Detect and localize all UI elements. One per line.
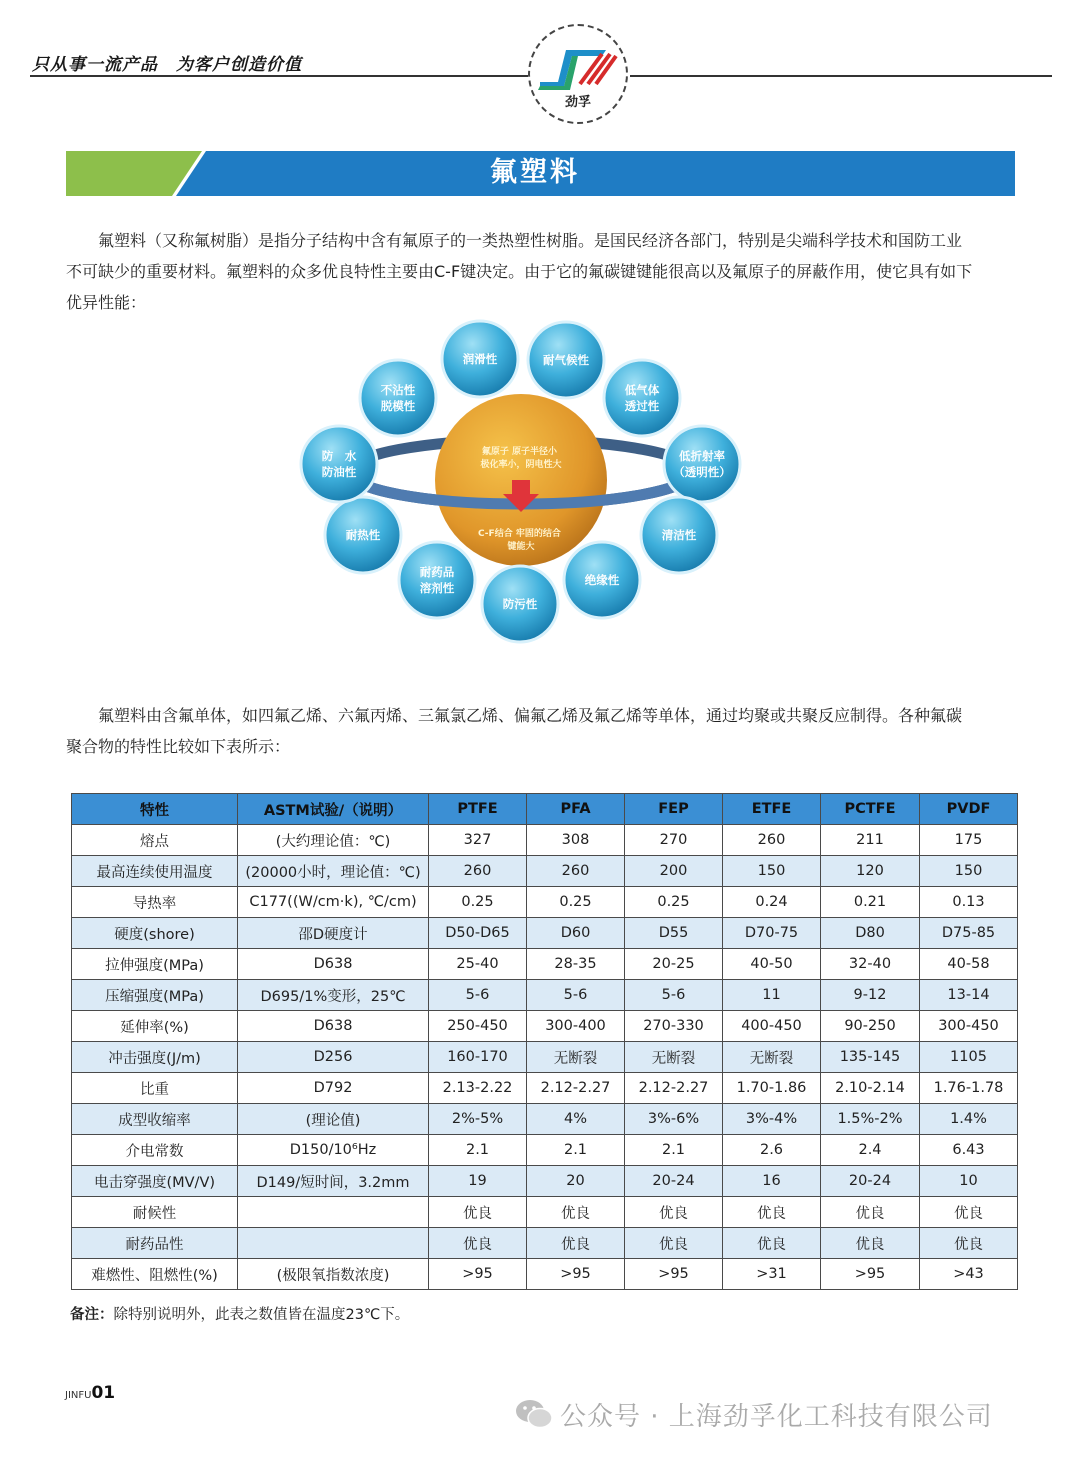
astm-test-cell: D638 [238,1011,429,1042]
composition-line: 聚合物的特性比较如下表所示： [66,737,291,756]
bubble-label: 耐热性 [345,528,381,542]
table-header-cell: PFA [527,794,625,825]
slogan: 只从事一流产品 为客户创造价值 [32,55,302,75]
value-cell: 2.13-2.22 [429,1073,527,1104]
bubble-circle [604,360,680,436]
table-row [72,1259,1018,1290]
value-cell: 2.12-2.27 [625,1073,723,1104]
footer-brand: JINFU [65,1390,92,1401]
astm-test-cell: (理论值) [238,1104,429,1135]
value-cell: 5-6 [527,980,625,1011]
table-row [72,887,1018,918]
value-cell: 28-35 [527,949,625,980]
table-header-cell: ASTM试验/（说明） [238,794,429,825]
astm-test-cell: (大约理论值：℃) [238,825,429,856]
value-cell: 2.4 [821,1135,920,1166]
value-cell: D50-D65 [429,918,527,949]
table-row [72,1011,1018,1042]
table-row [72,825,1018,856]
intro-line: 优异性能： [66,293,147,312]
value-cell: 175 [920,825,1018,856]
property-cell: 硬度(shore) [72,918,238,949]
value-cell: 1105 [920,1042,1018,1073]
value-cell: 优良 [527,1228,625,1259]
value-cell: 无断裂 [723,1042,821,1073]
value-cell: >31 [723,1259,821,1290]
value-cell: 4% [527,1104,625,1135]
value-cell: 40-50 [723,949,821,980]
property-cell: 冲击强度(J/m) [72,1042,238,1073]
value-cell: 优良 [723,1228,821,1259]
property-bubble-antifouling [482,566,558,642]
bubble-label: 防污性 [502,597,538,611]
table-header-row [72,794,1018,825]
value-cell: 20-24 [821,1166,920,1197]
value-cell: >95 [625,1259,723,1290]
value-cell: 2.10-2.14 [821,1073,920,1104]
table-header-cell: PCTFE [821,794,920,825]
value-cell: 135-145 [821,1042,920,1073]
property-bubble-weather [528,322,604,398]
header-rule-right [630,75,1052,77]
value-cell: 优良 [527,1197,625,1228]
bubble-label: 耐药品溶剂性 [419,565,455,595]
bubble-circle [664,426,740,502]
intro-line: 氟塑料（又称氟树脂）是指分子结构中含有氟原子的一类热塑性树脂。是国民经济各部门，特别是尖端科学技术和国防工业 [66,231,963,250]
property-bubble-lubricity [442,321,518,397]
astm-test-cell: (20000小时，理论值：℃) [238,856,429,887]
value-cell: 270-330 [625,1011,723,1042]
value-cell: 120 [821,856,920,887]
value-cell: >95 [429,1259,527,1290]
property-cell: 拉伸强度(MPa) [72,949,238,980]
bubble-circle [399,542,475,618]
value-cell: 20-24 [625,1166,723,1197]
value-cell: 260 [723,825,821,856]
astm-test-cell: D256 [238,1042,429,1073]
bubble-circle [360,360,436,436]
composition-line: 氟塑料由含氟单体，如四氟乙烯、六氟丙烯、三氟氯乙烯、偏氟乙烯及氟乙烯等单体，通过均聚或共聚反应制得。各种氟碳 [66,706,963,725]
value-cell: 2.12-2.27 [527,1073,625,1104]
property-cell: 比重 [72,1073,238,1104]
property-cell: 耐药品性 [72,1228,238,1259]
value-cell: 1.4% [920,1104,1018,1135]
value-cell: 1.76-1.78 [920,1073,1018,1104]
wechat-icon [514,1397,554,1431]
value-cell: 211 [821,825,920,856]
value-cell: 3%-4% [723,1104,821,1135]
table-row [72,1104,1018,1135]
value-cell: 优良 [625,1197,723,1228]
value-cell: 2.1 [527,1135,625,1166]
fluoropolymer-comparison-table [71,793,1018,1290]
property-bubble-clean [641,497,717,573]
value-cell: 优良 [920,1228,1018,1259]
table-row [72,1073,1018,1104]
value-cell: 0.13 [920,887,1018,918]
page-number [65,1383,115,1403]
property-cell: 熔点 [72,825,238,856]
value-cell: >43 [920,1259,1018,1290]
value-cell: 优良 [920,1197,1018,1228]
header-rule-left [30,75,528,77]
property-cell: 电击穿强度(MV/V) [72,1166,238,1197]
value-cell: 308 [527,825,625,856]
value-cell: D75-85 [920,918,1018,949]
value-cell: 6.43 [920,1135,1018,1166]
bubble-label: 低折射率（透明性） [673,449,731,479]
note-text: 除特别说明外，此表之数值皆在温度23℃下。 [113,1307,410,1323]
page-title: 氟塑料 [490,157,580,188]
note-label: 备注： [70,1307,114,1323]
value-cell: 无断裂 [527,1042,625,1073]
astm-test-cell: (极限氧指数浓度) [238,1259,429,1290]
astm-test-cell: D150/10⁶Hz [238,1135,429,1166]
value-cell: 0.24 [723,887,821,918]
value-cell: 270 [625,825,723,856]
value-cell: 5-6 [429,980,527,1011]
value-cell: 优良 [429,1197,527,1228]
table-row [72,918,1018,949]
value-cell: 0.25 [429,887,527,918]
astm-test-cell: D792 [238,1073,429,1104]
core-text-top: 氟原子 原子半径小 极化率小，阴电性大 [480,447,562,470]
table-row [72,1135,1018,1166]
value-cell: 20-25 [625,949,723,980]
table-note [70,1303,409,1324]
table-header-cell: PTFE [429,794,527,825]
astm-test-cell [238,1197,429,1228]
value-cell: 150 [920,856,1018,887]
property-bubble-low-gas [604,360,680,436]
core-text-bottom: C-F结合 牢固的结合 键能大 [478,529,561,552]
value-cell: 11 [723,980,821,1011]
bubble-label: 清洁性 [661,528,697,542]
value-cell: D60 [527,918,625,949]
value-cell: 1.70-1.86 [723,1073,821,1104]
astm-test-cell: C177((W/cm·k), ℃/cm) [238,887,429,918]
bubble-circle [301,426,377,502]
table-row [72,856,1018,887]
value-cell: 2.1 [625,1135,723,1166]
value-cell: D70-75 [723,918,821,949]
value-cell: 19 [429,1166,527,1197]
value-cell: 327 [429,825,527,856]
intro-line: 不可缺少的重要材料。氟塑料的众多优良特性主要由C-F键决定。由于它的氟碳键键能很高以及氟原子的屏蔽作用，使它具有如下 [66,262,973,281]
composition-paragraph [66,700,1026,762]
value-cell: 260 [527,856,625,887]
logo-name: 劲孚 [564,95,591,110]
table-row [72,949,1018,980]
value-cell: 0.25 [527,887,625,918]
value-cell: D80 [821,918,920,949]
astm-test-cell: 邵D硬度计 [238,918,429,949]
value-cell: 优良 [821,1228,920,1259]
property-bubble-chemical [399,542,475,618]
property-cell: 成型收缩率 [72,1104,238,1135]
value-cell: 40-58 [920,949,1018,980]
table-header-cell: 特性 [72,794,238,825]
bubble-label: 润滑性 [462,352,498,366]
property-bubble-water-oil [301,426,377,502]
value-cell: 9-12 [821,980,920,1011]
table-row [72,1042,1018,1073]
value-cell: 优良 [723,1197,821,1228]
property-cell: 延伸率(%) [72,1011,238,1042]
property-cell: 耐候性 [72,1197,238,1228]
watermark: 公众号 · 上海劲孚化工科技有限公司 [560,1402,993,1432]
value-cell: 2.6 [723,1135,821,1166]
value-cell: >95 [821,1259,920,1290]
value-cell: 0.25 [625,887,723,918]
value-cell: 25-40 [429,949,527,980]
bubble-label: 低气体透过性 [624,383,660,413]
value-cell: 90-250 [821,1011,920,1042]
value-cell: 250-450 [429,1011,527,1042]
value-cell: 优良 [429,1228,527,1259]
astm-test-cell: D149/短时间，3.2mm [238,1166,429,1197]
value-cell: 300-400 [527,1011,625,1042]
bubble-label: 不沾性脱模性 [380,383,416,413]
property-cell: 难燃性、阻燃性(%) [72,1259,238,1290]
value-cell: 无断裂 [625,1042,723,1073]
bubble-label: 耐气候性 [543,353,589,367]
property-cell: 导热率 [72,887,238,918]
table-header-cell: PVDF [920,794,1018,825]
property-cell: 压缩强度(MPa) [72,980,238,1011]
value-cell: 13-14 [920,980,1018,1011]
value-cell: 2.1 [429,1135,527,1166]
bubble-label: 绝缘性 [584,573,620,587]
property-cell: 介电常数 [72,1135,238,1166]
value-cell: 0.21 [821,887,920,918]
property-bubble-insulation [564,542,640,618]
value-cell: >95 [527,1259,625,1290]
property-cell: 最高连续使用温度 [72,856,238,887]
value-cell: 20 [527,1166,625,1197]
page-number-value: 01 [91,1383,116,1403]
value-cell: 160-170 [429,1042,527,1073]
value-cell: 优良 [625,1228,723,1259]
value-cell: 300-450 [920,1011,1018,1042]
bubble-label: 防 水防油性 [321,449,357,479]
astm-test-cell: D695/1%变形，25℃ [238,980,429,1011]
table-row [72,1166,1018,1197]
table-row [72,980,1018,1011]
value-cell: 优良 [821,1197,920,1228]
value-cell: 16 [723,1166,821,1197]
value-cell: 1.5%-2% [821,1104,920,1135]
value-cell: 2%-5% [429,1104,527,1135]
table-header-cell: ETFE [723,794,821,825]
property-bubble-non-stick [360,360,436,436]
value-cell: 200 [625,856,723,887]
value-cell: 400-450 [723,1011,821,1042]
table-row [72,1228,1018,1259]
properties-diagram [290,312,760,652]
property-bubble-low-refraction [664,426,740,502]
value-cell: 150 [723,856,821,887]
astm-test-cell: D638 [238,949,429,980]
astm-test-cell [238,1228,429,1259]
value-cell: 5-6 [625,980,723,1011]
value-cell: 3%-6% [625,1104,723,1135]
property-bubble-heat [325,497,401,573]
value-cell: 32-40 [821,949,920,980]
table-row [72,1197,1018,1228]
value-cell: 10 [920,1166,1018,1197]
value-cell: D55 [625,918,723,949]
value-cell: 260 [429,856,527,887]
intro-paragraph [66,225,1026,318]
table-header-cell: FEP [625,794,723,825]
